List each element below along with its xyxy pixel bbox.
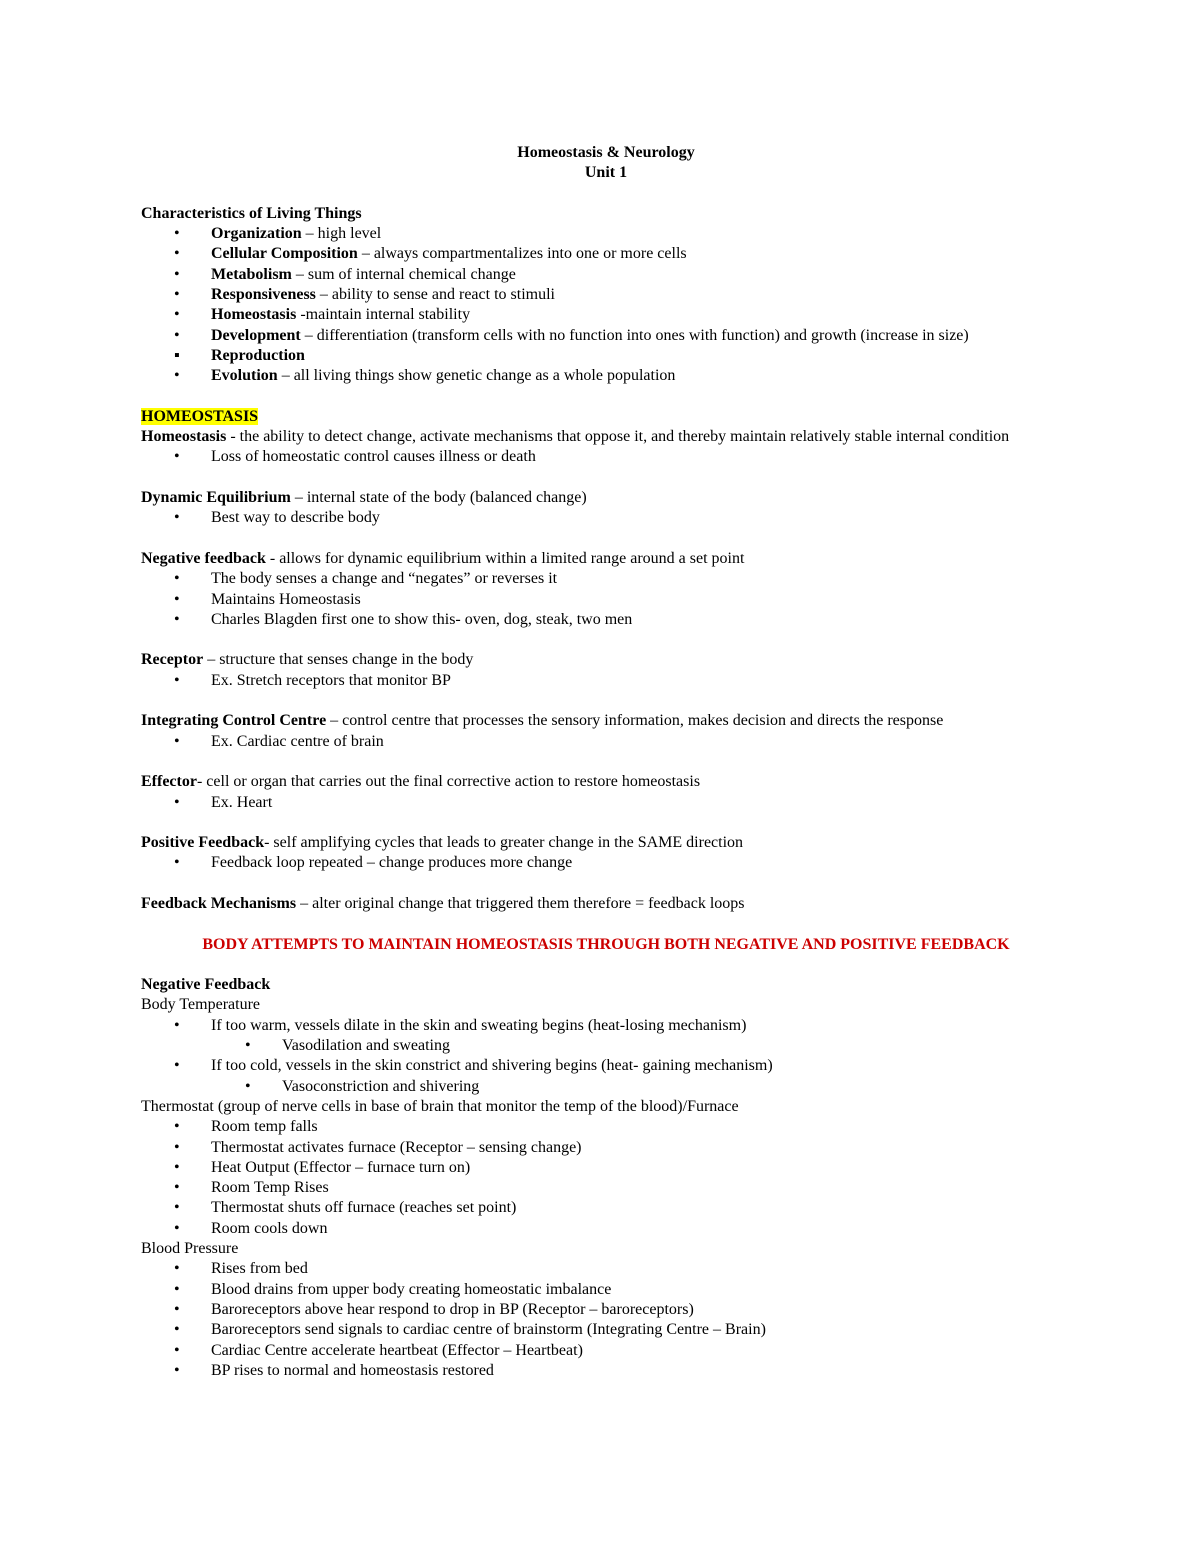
bullet-icon: • bbox=[174, 1118, 180, 1136]
bullet-icon: • bbox=[174, 793, 180, 811]
bullet-icon: • bbox=[245, 1077, 251, 1095]
thermostat-label: Thermostat (group of nerve cells in base of brain that monitor the temp of the blood)/Furnace bbox=[141, 1097, 739, 1115]
bullet-icon: • bbox=[174, 509, 180, 527]
list-item: • Heat Output (Effector – furnace turn on) bbox=[141, 1158, 1071, 1178]
bullet-icon: • bbox=[174, 1321, 180, 1339]
blood-pressure-label: Blood Pressure bbox=[141, 1240, 239, 1258]
list-item: • Baroreceptors above hear respond to drop in BP (Receptor – baroreceptors) bbox=[141, 1300, 1071, 1320]
list-item: • Organization – high level bbox=[141, 224, 1071, 244]
list-item: • BP rises to normal and homeostasis restored bbox=[141, 1361, 1071, 1381]
bullet-icon: • bbox=[174, 1199, 180, 1217]
dynamic-equilibrium-definition: Dynamic Equilibrium – internal state of the body (balanced change) bbox=[141, 489, 587, 507]
document-page bbox=[141, 143, 1071, 1381]
bullet-icon: • bbox=[174, 1300, 180, 1318]
list-item: • Feedback loop repeated – change produces more change bbox=[141, 853, 1071, 873]
list-item: • Charles Blagden first one to show this- oven, dog, steak, two men bbox=[141, 610, 1071, 630]
receptor-definition: Receptor – structure that senses change in the body bbox=[141, 651, 474, 669]
negative-feedback-heading: Negative Feedback bbox=[141, 976, 271, 994]
bullet-icon: • bbox=[174, 265, 180, 283]
bullet-icon: • bbox=[174, 732, 180, 750]
list-item: • Cellular Composition – always compartmentalizes into one or more cells bbox=[141, 244, 1071, 264]
bullet-icon: • bbox=[174, 367, 180, 385]
list-item: • Metabolism – sum of internal chemical change bbox=[141, 265, 1071, 285]
bullet-icon: • bbox=[174, 671, 180, 689]
integrating-centre-definition: Integrating Control Centre – control centre that processes the sensory information, makes decision and directs the response bbox=[141, 712, 944, 730]
bullet-icon: • bbox=[174, 570, 180, 588]
homeostasis-definition: Homeostasis - the ability to detect change, activate mechanisms that oppose it, and thereby maintain relatively stable internal condition bbox=[141, 428, 1010, 446]
bullet-icon: • bbox=[174, 286, 180, 304]
list-item: ▪ Reproduction bbox=[141, 346, 1071, 366]
bullet-icon: • bbox=[174, 448, 180, 466]
list-item: • Ex. Cardiac centre of brain bbox=[141, 732, 1071, 752]
feedback-mechanisms-definition: Feedback Mechanisms – alter original change that triggered them therefore = feedback loops bbox=[141, 894, 745, 912]
list-item: • Evolution – all living things show genetic change as a whole population bbox=[141, 366, 1071, 386]
bullet-icon: • bbox=[174, 1260, 180, 1278]
bullet-icon: • bbox=[174, 225, 180, 243]
list-item: • Cardiac Centre accelerate heartbeat (Effector – Heartbeat) bbox=[141, 1341, 1071, 1361]
homeostasis-heading: HOMEOSTASIS bbox=[141, 407, 259, 425]
bullet-icon: • bbox=[174, 1179, 180, 1197]
list-item: • Thermostat activates furnace (Receptor – sensing change) bbox=[141, 1138, 1071, 1158]
list-item: • Room cools down bbox=[141, 1219, 1071, 1239]
bullet-icon: • bbox=[174, 1138, 180, 1156]
list-item: • Baroreceptors send signals to cardiac centre of brainstorm (Integrating Centre – Brain) bbox=[141, 1320, 1071, 1340]
banner-heading: BODY ATTEMPTS TO MAINTAIN HOMEOSTASIS THROUGH BOTH NEGATIVE AND POSITIVE FEEDBACK bbox=[202, 935, 1010, 953]
list-item: • If too cold, vessels in the skin constrict and shivering begins (heat- gaining mechanism) bbox=[141, 1056, 1071, 1076]
bullet-icon: • bbox=[174, 306, 180, 324]
list-item: • Room temp falls bbox=[141, 1117, 1071, 1137]
list-item: • Ex. Heart bbox=[141, 793, 1071, 813]
positive-feedback-definition: Positive Feedback- self amplifying cycles that leads to greater change in the SAME direction bbox=[141, 834, 744, 852]
list-item: • Thermostat shuts off furnace (reaches set point) bbox=[141, 1198, 1071, 1218]
characteristics-list bbox=[141, 224, 1071, 386]
list-item: • The body senses a change and “negates” or reverses it bbox=[141, 569, 1071, 589]
bullet-icon: • bbox=[174, 1219, 180, 1237]
doc-subtitle: Unit 1 bbox=[584, 164, 628, 182]
list-item: • Loss of homeostatic control causes illness or death bbox=[141, 447, 1071, 467]
sub-list-item: • Vasodilation and sweating bbox=[141, 1036, 1071, 1056]
bullet-icon: • bbox=[174, 1158, 180, 1176]
list-item: • Maintains Homeostasis bbox=[141, 590, 1071, 610]
list-item: • Homeostasis -maintain internal stability bbox=[141, 305, 1071, 325]
bullet-icon: • bbox=[174, 610, 180, 628]
square-bullet-icon: ▪ bbox=[174, 346, 180, 364]
list-item: • Room Temp Rises bbox=[141, 1178, 1071, 1198]
doc-title: Homeostasis & Neurology bbox=[517, 144, 695, 161]
bullet-icon: • bbox=[174, 1361, 180, 1379]
list-item: • Responsiveness – ability to sense and react to stimuli bbox=[141, 285, 1071, 305]
list-item: • Rises from bed bbox=[141, 1259, 1071, 1279]
negative-feedback-definition: Negative feedback - allows for dynamic equilibrium within a limited range around a set point bbox=[141, 549, 745, 567]
effector-definition: Effector- cell or organ that carries out the final corrective action to restore homeostasis bbox=[141, 773, 701, 791]
sub-list-item: • Vasoconstriction and shivering bbox=[141, 1077, 1071, 1097]
bullet-icon: • bbox=[174, 245, 180, 263]
list-item: • If too warm, vessels dilate in the skin and sweating begins (heat-losing mechanism) bbox=[141, 1016, 1071, 1036]
characteristics-heading: Characteristics of Living Things bbox=[141, 204, 362, 222]
bullet-icon: • bbox=[245, 1037, 251, 1055]
list-item: • Blood drains from upper body creating homeostatic imbalance bbox=[141, 1280, 1071, 1300]
list-item: • Best way to describe body bbox=[141, 508, 1071, 528]
bullet-icon: • bbox=[174, 590, 180, 608]
list-item: • Ex. Stretch receptors that monitor BP bbox=[141, 671, 1071, 691]
bullet-icon: • bbox=[174, 1016, 180, 1034]
list-item: • Development – differentiation (transform cells with no function into ones with function) and growth (increase in size) bbox=[141, 326, 1071, 346]
bullet-icon: • bbox=[174, 326, 180, 344]
body-temperature-label: Body Temperature bbox=[141, 996, 260, 1014]
bullet-icon: • bbox=[174, 1341, 180, 1359]
bullet-icon: • bbox=[174, 1280, 180, 1298]
bullet-icon: • bbox=[174, 854, 180, 872]
bullet-icon: • bbox=[174, 1057, 180, 1075]
